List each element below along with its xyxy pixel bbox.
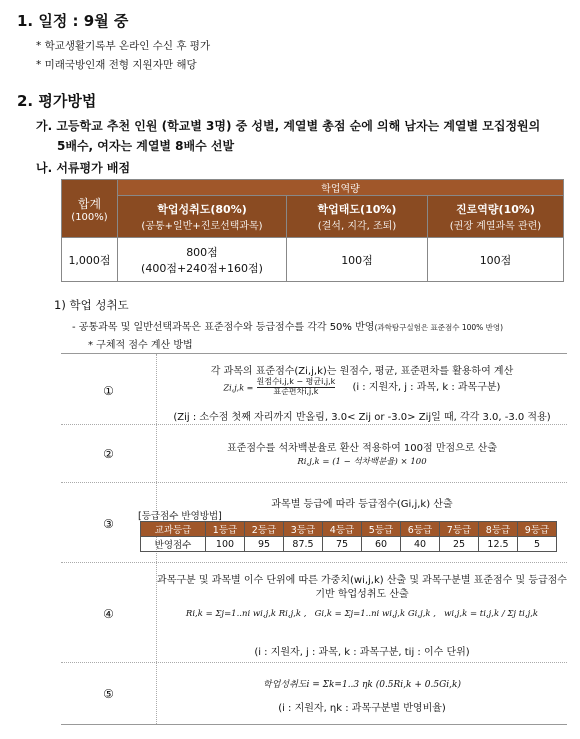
grade-head-cell: 5등급 (362, 522, 401, 537)
grade-value-cell: 100 (206, 537, 245, 552)
grade-value-cell: 5 (518, 537, 557, 552)
row2-number: ② (103, 447, 114, 461)
grade-head-cell: 교과등급 (141, 522, 206, 537)
row3-title: 과목별 등급에 따라 등급점수(Gi,j,k) 산출 (271, 499, 453, 510)
row1-bottom: (Zij : 소수점 첫째 자리까지 반올림, 3.0< Zij or -3.0> Zij일 때, 각각 3.0, -3.0 적용) (173, 412, 551, 423)
item-ga-line2: 5배수, 여자는 계열별 8배수 선발 (57, 139, 235, 153)
row4-formula (157, 609, 567, 619)
grade-head-cell: 6등급 (401, 522, 440, 537)
grade-head-cell: 4등급 (323, 522, 362, 537)
row1-formula-lhs: Zi,j,k = (223, 383, 254, 393)
formula-row-4 (61, 562, 567, 663)
grade-table (140, 521, 557, 552)
sub-title: 1) 학업 성취도 (54, 298, 129, 312)
row3-number: ③ (103, 517, 114, 531)
value-achievement-breakdown: (400점+240점+160점) (141, 261, 263, 275)
row1-denominator: 표준편차i,j,k (273, 386, 319, 396)
formula-row-2 (61, 424, 567, 483)
col-achievement (118, 196, 287, 238)
row1-title-text: 각 과목의 표준점수(Zi,j,k)는 원점수, 평균, 표준편차를 활용하여 계산 (210, 366, 514, 377)
grade-value-cell: 87.5 (284, 537, 323, 552)
col-career-title: 진로역량(10%) (456, 203, 535, 216)
col-attitude (287, 196, 428, 238)
grade-value-cell: 95 (245, 537, 284, 552)
row4-bottom: (i : 지원자, j : 과목, k : 과목구분, tij : 이수 단위) (254, 647, 470, 658)
col-achievement-title: 학업성취도(80%) (157, 203, 247, 216)
col-attitude-sub: (결석, 지각, 조퇴) (317, 221, 397, 232)
row1-numerator: 원점수i,j,k − 평균i,j,k (256, 377, 336, 386)
section2-title: 2. 평가방법 (17, 92, 97, 110)
value-career: 100점 (428, 238, 564, 282)
row4-formula-r: Ri,k = Σj=1..ni wi,j,k Ri,j,k , (185, 609, 307, 619)
score-table (61, 179, 564, 282)
item-na: 나. 서류평가 배점 (36, 161, 131, 175)
row4-number: ④ (103, 607, 114, 621)
row1-formula-note: (i : 지원자, j : 과목, k : 과목구분) (352, 382, 501, 394)
col-achievement-sub: (공통+일반+진로선택과목) (141, 221, 263, 232)
value-attitude: 100점 (287, 238, 428, 282)
section1-title: 1. 일정 : 9월 중 (17, 12, 129, 30)
row1-fraction (257, 378, 336, 397)
section1-bullet2: * 미래국방인재 전형 지원자만 해당 (36, 59, 197, 71)
grade-head-cell: 3등급 (284, 522, 323, 537)
grade-value-cell: 12.5 (479, 537, 518, 552)
row4-title1: 과목구분 및 과목별 이수 단위에 따른 가중치(wi,j,k) 산출 및 과목구분별 표준점수 및 등급점수 (157, 575, 567, 586)
grade-value-cell: 반영점수 (141, 537, 206, 552)
group-header: 학업역량 (118, 180, 564, 196)
grade-value-cell: 25 (440, 537, 479, 552)
row5-formula: 학업성취도i = Σk=1..3 ηk (0.5Ri,k + 0.5Gi,k) (263, 680, 461, 690)
grade-value-row (141, 537, 557, 552)
sub-dash-main: - 공통과목 및 일반선택과목은 표준점수와 등급점수를 각각 50% 반영 (72, 322, 375, 333)
item-ga-line1: 가. 고등학교 추천 인원 (학교별 3명) 중 성별, 계열별 총점 순에 의해 남자는 계열별 모집정원의 (36, 119, 541, 133)
grade-header-row (141, 522, 557, 537)
grade-head-cell: 8등급 (479, 522, 518, 537)
grade-value-cell: 40 (401, 537, 440, 552)
value-total: 1,000점 (62, 238, 118, 282)
row4-formula-w: wi,j,k = ti,j,k / Σj ti,j,k (444, 609, 539, 619)
grade-head-cell: 2등급 (245, 522, 284, 537)
grade-value-cell: 60 (362, 537, 401, 552)
formula-row-5 (61, 662, 567, 725)
row2-formula: Ri,j,k = (1 − 석차백분율) × 100 (297, 457, 427, 467)
total-header-pct: (100%) (71, 211, 108, 223)
sub-dash-note: (과학탐구실험은 표준점수 100% 반영) (374, 323, 504, 332)
section1-bullet1: * 학교생활기록부 온라인 수신 후 평가 (36, 40, 211, 52)
grade-value-cell: 75 (323, 537, 362, 552)
total-header-label: 합계 (77, 196, 102, 211)
sub-dash (72, 318, 503, 333)
value-achievement-main: 800점 (186, 245, 218, 259)
row4-formula-g: Gi,k = Σj=1..ni wi,j,k Gi,j,k , (314, 609, 436, 619)
total-header (62, 180, 118, 238)
col-career (428, 196, 564, 238)
row5-number: ⑤ (103, 687, 114, 701)
row1-title (157, 362, 567, 377)
formula-row-1 (61, 354, 567, 424)
grade-head-cell: 7등급 (440, 522, 479, 537)
value-achievement (118, 238, 287, 282)
row1-formula (157, 378, 567, 397)
row1-number: ① (103, 384, 114, 398)
row4-title2: 기반 학업성취도 산출 (315, 589, 409, 600)
row2-title: 표준점수를 석차백분율로 환산 적용하여 100점 만점으로 산출 (227, 443, 497, 454)
sub-star: * 구체적 점수 계산 방법 (88, 340, 193, 351)
grade-head-cell: 1등급 (206, 522, 245, 537)
col-career-sub: (권장 계열과목 관련) (449, 221, 542, 232)
col-attitude-title: 학업태도(10%) (317, 203, 397, 216)
grade-head-cell: 9등급 (518, 522, 557, 537)
row5-bottom: (i : 지원자, ηk : 과목구분별 반영비율) (278, 703, 446, 714)
row3-label: [등급점수 반영방법] (138, 511, 222, 522)
